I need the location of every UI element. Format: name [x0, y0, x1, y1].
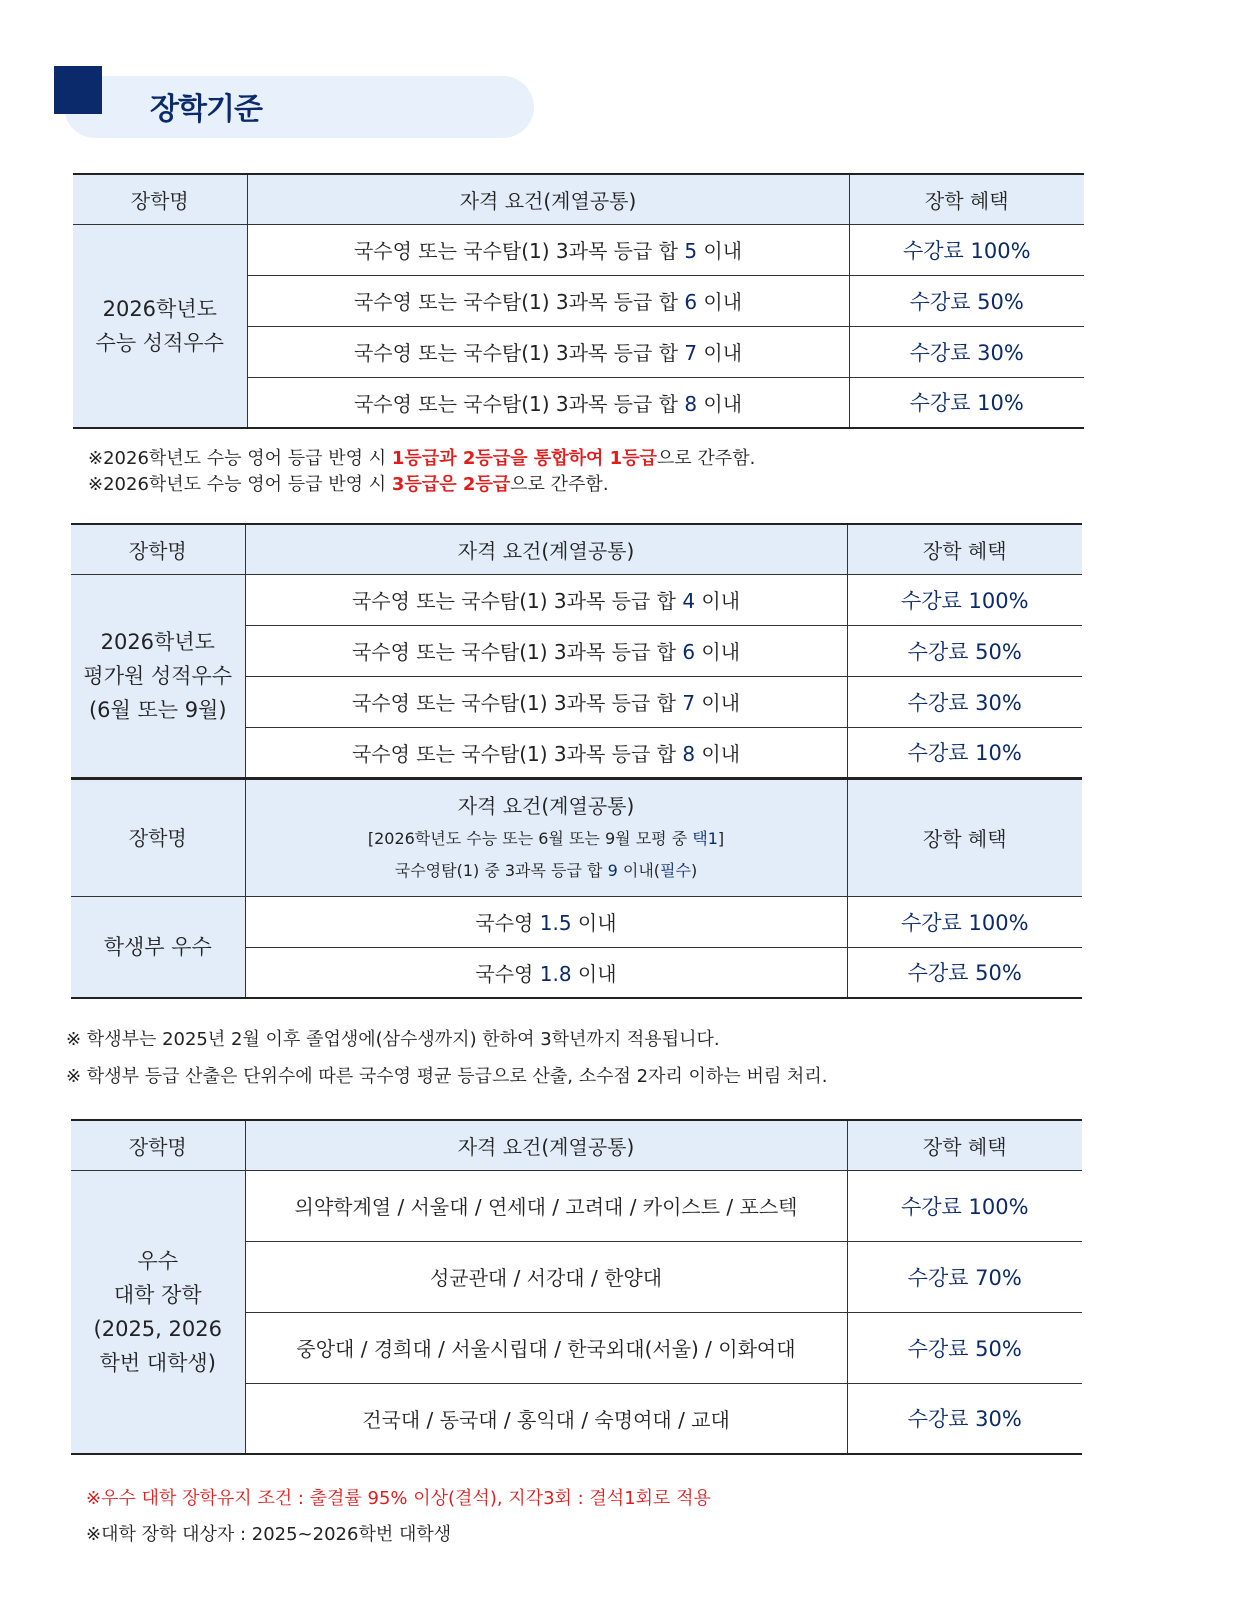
header-benefit: 장학 혜택 [847, 778, 1082, 896]
req-condition-line [246, 823, 847, 855]
scholarship-name [71, 1170, 245, 1454]
note-line: ※ 학생부는 2025년 2월 이후 졸업생에(삼수생까지) 한하여 3학년까지 적용됩니다. [66, 1029, 720, 1050]
benefit-cell: 수강료 100% [847, 896, 1082, 947]
header-benefit: 장학 혜택 [847, 524, 1082, 574]
note-text: 으로 간주함. [510, 474, 609, 495]
benefit-cell: 수강료 50% [847, 625, 1082, 676]
req-text: 국수영 [475, 911, 540, 935]
req-number: 5 [684, 239, 698, 263]
req-text: 국수영 또는 국수탐(1) 3과목 등급 합 [353, 391, 685, 416]
req-text: 이내 [697, 341, 743, 365]
req-text: 이내 [695, 741, 741, 766]
table-suneung [73, 173, 1084, 429]
name-line: 학번 대학생) [99, 1350, 216, 1375]
req-text: 이내 [571, 911, 617, 935]
header-pill-background [64, 76, 534, 138]
table-row [73, 224, 1084, 275]
requirement-cell [245, 947, 847, 998]
table-mopyeong-hakseang [71, 523, 1082, 999]
benefit-cell: 수강료 30% [907, 1407, 1022, 1432]
req-text: 국수영 또는 국수탐(1) 3과목 등급 합 [353, 239, 685, 263]
note-line: ※ 학생부 등급 산출은 단위수에 따른 국수영 평균 등급으로 산출, 소수점 2자리 이하는 버림 처리. [66, 1066, 828, 1087]
notes-hakseang [66, 1021, 827, 1095]
note-line: ※우수 대학 장학유지 조건 : 출결률 95% 이상(결석), 지각3회 : 결석1회로 적용 [86, 1488, 711, 1509]
req-text: 이내 [695, 640, 741, 664]
requirement-cell [245, 896, 847, 947]
benefit-cell: 수강료 10% [909, 391, 1024, 416]
req-text: 이내 [697, 290, 743, 314]
req-text: 국수영탐(1) 중 3과목 등급 합 [394, 860, 608, 880]
note-line: ※대학 장학 대상자 : 2025~2026학번 대학생 [86, 1524, 452, 1545]
header-name: 장학명 [71, 524, 245, 574]
req-number: 8 [682, 741, 696, 766]
header-requirement: 자격 요건(계열공통) [245, 524, 847, 574]
header-benefit: 장학 혜택 [849, 174, 1084, 224]
name-line: 평가원 성적우수 [83, 663, 233, 688]
header-benefit: 장학 혜택 [847, 1120, 1082, 1170]
note-text: ※2026학년도 수능 영어 등급 반영 시 [88, 448, 392, 469]
scholarship-name: 학생부 우수 [71, 896, 245, 998]
req-text: 이내( [617, 860, 661, 880]
req-text: 국수영 또는 국수탐(1) 3과목 등급 합 [351, 741, 683, 766]
req-number: 7 [682, 691, 696, 715]
name-line: 2026학년도 [100, 629, 215, 654]
page-title: 장학기준 [150, 92, 262, 127]
header-name: 장학명 [71, 778, 245, 896]
req-number: 7 [684, 341, 698, 365]
scholarship-name [73, 224, 247, 428]
name-line: (2025, 2026 [93, 1316, 222, 1341]
section-header [0, 0, 560, 150]
requirement-cell [247, 275, 849, 326]
req-number: 6 [682, 640, 696, 664]
header-requirement-detail [245, 778, 847, 896]
scholarship-name [71, 574, 245, 778]
req-text: 국수영 또는 국수탐(1) 3과목 등급 합 [353, 341, 685, 365]
requirement-cell [245, 676, 847, 727]
requirement-cell: 의약학계열 / 서울대 / 연세대 / 고려대 / 카이스트 / 포스텍 [245, 1170, 847, 1241]
note-text: ※2026학년도 수능 영어 등급 반영 시 [88, 474, 392, 495]
req-number: 1.5 [539, 911, 572, 935]
table-row [71, 896, 1082, 947]
req-text: 이내 [695, 691, 741, 715]
benefit-cell: 수강료 50% [849, 275, 1084, 326]
note-line [88, 472, 755, 498]
header-square-icon [54, 66, 102, 114]
name-line: (6월 또는 9월) [88, 697, 227, 722]
benefit-cell: 수강료 50% [907, 961, 1022, 986]
table-row [71, 574, 1082, 625]
requirement-cell [245, 727, 847, 778]
note-highlight: 3등급은 2등급 [391, 474, 511, 495]
requirement-cell [247, 224, 849, 275]
requirement-cell: 건국대 / 동국대 / 홍익대 / 숙명여대 / 교대 [245, 1383, 847, 1454]
requirement-cell: 성균관대 / 서강대 / 한양대 [245, 1241, 847, 1312]
req-number: 4 [682, 589, 696, 613]
note-text: 으로 간주함. [656, 448, 756, 469]
req-highlight: 필수 [660, 860, 691, 880]
benefit-cell: 수강료 30% [847, 676, 1082, 727]
sub-header-row [71, 778, 1082, 896]
req-condition-line [246, 855, 847, 887]
notes-suneung [88, 446, 755, 498]
header-requirement: 자격 요건(계열공통) [457, 793, 635, 818]
benefit-cell: 수강료 100% [847, 574, 1082, 625]
note-highlight: 1등급과 2등급을 통합하여 1등급 [391, 448, 657, 469]
req-text: 국수영 또는 국수탐(1) 3과목 등급 합 [353, 290, 685, 314]
req-text: ) [690, 860, 698, 880]
req-text: 국수영 또는 국수탐(1) 3과목 등급 합 [351, 691, 683, 715]
req-highlight: 택1 [692, 828, 718, 848]
note-line [88, 446, 755, 472]
req-text: 국수영 또는 국수탐(1) 3과목 등급 합 [351, 640, 683, 664]
requirement-cell [245, 574, 847, 625]
benefit-cell: 수강료 30% [849, 326, 1084, 377]
req-text: 이내 [697, 391, 743, 416]
requirement-cell [245, 625, 847, 676]
name-line: 우수 [137, 1248, 179, 1273]
table-university [71, 1119, 1082, 1455]
name-line: 수능 성적우수 [95, 330, 224, 355]
header-name: 장학명 [71, 1120, 245, 1170]
req-number: 6 [684, 290, 698, 314]
header-requirement: 자격 요건(계열공통) [245, 1120, 847, 1170]
name-line: 2026학년도 [102, 296, 217, 321]
req-text: 국수영 [475, 961, 540, 986]
req-number: 8 [684, 391, 698, 416]
benefit-cell: 수강료 100% [847, 1170, 1082, 1241]
requirement-cell [247, 326, 849, 377]
req-text: ] [717, 828, 725, 848]
req-text: 이내 [695, 589, 741, 613]
header-name: 장학명 [73, 174, 247, 224]
header-requirement: 자격 요건(계열공통) [247, 174, 849, 224]
table-row [71, 1170, 1082, 1241]
req-text: 이내 [697, 239, 743, 263]
req-number: 1.8 [539, 961, 572, 986]
notes-university [86, 1481, 711, 1553]
req-highlight: 9 [607, 860, 618, 880]
benefit-cell: 수강료 10% [847, 727, 1082, 778]
name-line: 대학 장학 [113, 1282, 202, 1307]
benefit-cell: 수강료 70% [847, 1241, 1082, 1312]
benefit-cell: 수강료 50% [847, 1312, 1082, 1383]
requirement-cell: 중앙대 / 경희대 / 서울시립대 / 한국외대(서울) / 이화여대 [245, 1312, 847, 1383]
benefit-cell: 수강료 100% [849, 224, 1084, 275]
requirement-cell [247, 377, 849, 428]
req-text: [2026학년도 수능 또는 6월 또는 9월 모평 중 [367, 828, 693, 848]
req-text: 이내 [571, 961, 617, 986]
req-text: 국수영 또는 국수탐(1) 3과목 등급 합 [351, 589, 683, 613]
